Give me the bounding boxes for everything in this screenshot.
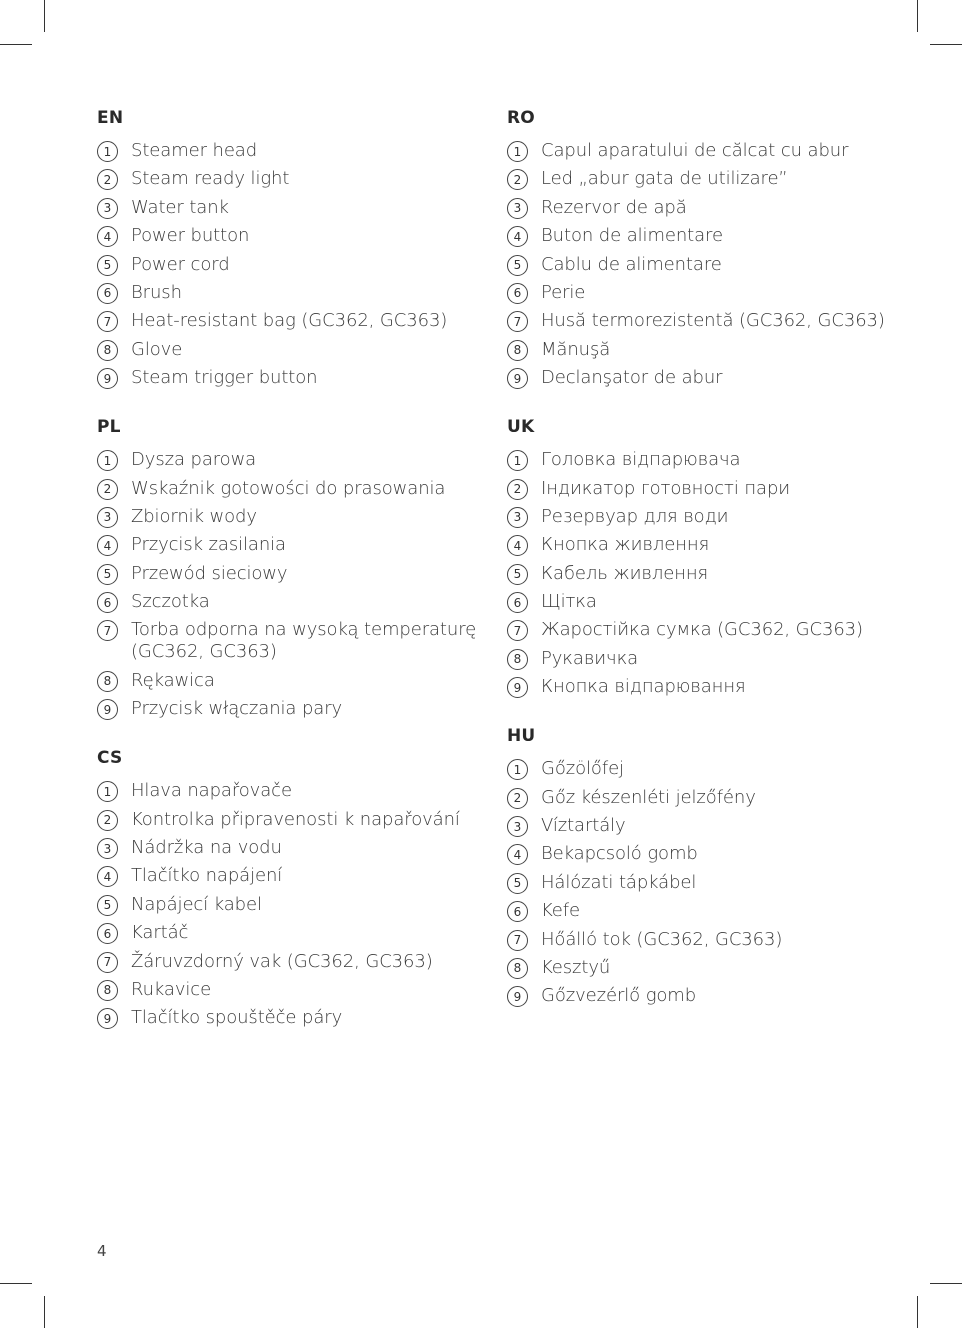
list-item [507,787,907,809]
item-label: Heat-resistant bag (GC362, GC363) [131,310,448,332]
item-label: Steam trigger button [131,367,318,389]
list-item [507,957,907,979]
item-number-circle: 7 [97,311,118,332]
page-number: 4 [97,1242,107,1260]
list-item [97,449,477,471]
item-number-circle: 6 [507,901,528,922]
item-label: Cablu de alimentare [541,253,722,275]
language-code: RO [507,108,535,128]
item-number-circle: 7 [97,620,118,641]
item-label: Щітка [541,591,597,613]
item-label: Przycisk zasilania [131,534,286,556]
item-number-circle: 1 [507,141,528,162]
item-label: Steam ready light [131,168,290,190]
item-number-circle: 3 [507,198,528,219]
list-item [507,563,907,585]
list-item [97,780,477,802]
list-item [507,168,907,190]
list-item [97,197,477,219]
list-item [507,197,907,219]
item-number-circle: 2 [507,788,528,809]
item-label: Кабель живлення [541,562,709,584]
item-number-circle: 6 [507,592,528,613]
list-item [97,339,477,361]
item-label: Przycisk włączania pary [131,698,343,720]
item-number-circle: 8 [97,671,118,692]
crop-mark [930,44,962,45]
item-number-circle: 5 [97,895,118,916]
item-label: Buton de alimentare [541,225,723,247]
item-number-circle: 6 [97,592,118,613]
list-item [507,985,907,1007]
section-uk [507,417,907,698]
language-code: HU [507,726,536,747]
item-number-circle: 9 [507,368,528,389]
crop-mark [44,1296,45,1328]
item-label: Резервуар для води [541,505,729,527]
item-number-circle: 8 [507,958,528,979]
item-label: Power button [131,225,250,247]
language-code: UK [507,417,535,438]
list-item [507,929,907,951]
item-number-circle: 4 [97,866,118,887]
parts-list [97,780,477,1029]
list-item [97,894,477,916]
language-code: PL [97,417,121,438]
list-item [97,367,477,389]
section-pl [97,417,477,720]
item-number-circle: 5 [97,255,118,276]
list-item [97,619,477,663]
list-item [97,951,477,973]
item-label: Gőzvezérlő gomb [541,985,697,1007]
list-item [507,254,907,276]
item-label: Kontrolka připravenosti k napařování [131,808,460,830]
item-label: Glove [131,338,183,360]
list-item [97,506,477,528]
crop-mark [930,1283,962,1284]
item-number-circle: 5 [507,873,528,894]
item-number-circle: 6 [97,283,118,304]
item-number-circle: 5 [507,564,528,585]
item-label: Led „abur gata de utilizare” [541,168,788,190]
crop-mark [44,0,45,32]
item-label: Power cord [131,253,230,275]
right-column [507,108,907,1035]
list-item [97,670,477,692]
item-number-circle: 8 [97,340,118,361]
item-number-circle: 8 [507,649,528,670]
item-label: Žáruvzdorný vak (GC362, GC363) [131,950,433,972]
list-item [507,534,907,556]
item-label: Кнопка відпарювання [541,676,746,698]
left-column [97,108,477,1057]
item-label: Hlava napařovače [131,780,292,802]
list-item [97,478,477,500]
item-label: Індикатор готовності пари [541,477,791,499]
item-number-circle: 3 [97,838,118,859]
list-item [507,449,907,471]
list-item [97,809,477,831]
section-en [97,108,477,389]
item-number-circle: 7 [97,952,118,973]
list-item [97,1007,477,1029]
item-number-circle: 4 [507,535,528,556]
item-label: Dysza parowa [131,449,257,471]
section-cs [97,748,477,1029]
list-item [507,758,907,780]
list-item [507,900,907,922]
item-label: Brush [131,281,182,303]
item-label: Capul aparatului de călcat cu abur [541,140,849,161]
item-label: Zbiornik wody [131,505,257,527]
item-number-circle: 4 [507,226,528,247]
item-label: Szczotka [131,591,210,613]
item-number-circle: 6 [507,283,528,304]
list-item [507,676,907,698]
list-item [507,367,907,389]
list-item [507,506,907,528]
item-number-circle: 1 [97,781,118,802]
list-item [507,225,907,247]
list-item [97,225,477,247]
item-label: Bekapcsoló gomb [541,843,698,865]
item-label: Nádržka na vodu [131,837,282,859]
item-label: Головка відпарювача [541,449,741,471]
parts-list [97,140,477,389]
item-number-circle: 2 [97,169,118,190]
list-item [97,591,477,613]
list-item [97,865,477,887]
item-number-circle: 1 [507,450,528,471]
list-item [507,282,907,304]
item-number-circle: 3 [97,198,118,219]
list-item [507,591,907,613]
item-number-circle: 6 [97,923,118,944]
item-label: Kesztyű [541,956,611,978]
item-label: Hálózati tápkábel [541,871,697,893]
list-item [97,922,477,944]
item-number-circle: 7 [507,311,528,332]
item-label: Kartáč [131,922,189,944]
list-item [507,140,907,162]
list-item [507,815,907,837]
item-number-circle: 8 [507,340,528,361]
crop-mark [0,1283,32,1284]
item-number-circle: 7 [507,930,528,951]
item-number-circle: 8 [97,980,118,1001]
item-number-circle: 3 [507,816,528,837]
item-label: Mănuşă [541,338,611,360]
item-number-circle: 2 [507,169,528,190]
item-label: Gőzölőfej [541,758,624,780]
parts-list [507,758,907,1007]
language-code: CS [97,748,123,769]
item-number-circle: 1 [97,141,118,162]
crop-mark [0,44,32,45]
item-label: Rukavice [131,978,212,1000]
list-item [97,534,477,556]
list-item [97,254,477,276]
parts-list [507,449,907,698]
item-label: Kefe [541,900,580,922]
item-label: Tlačítko spouštěče páry [131,1007,343,1029]
item-label: Кнопка живлення [541,534,710,556]
item-number-circle: 4 [97,226,118,247]
item-number-circle: 3 [507,507,528,528]
list-item [507,478,907,500]
item-number-circle: 5 [507,255,528,276]
item-label: Rezervor de apă [541,196,687,218]
list-item [97,282,477,304]
item-label: Tlačítko napájení [131,865,283,887]
item-label: Жаростійка сумка (GC362, GC363) [541,619,863,641]
item-number-circle: 3 [97,507,118,528]
item-label: Perie [541,281,586,303]
list-item [507,648,907,670]
item-label: Przewód sieciowy [131,562,288,584]
item-number-circle: 2 [97,810,118,831]
item-label: Рукавичка [541,647,639,669]
item-label: Hőálló tok (GC362, GC363) [541,928,783,950]
parts-list [507,140,907,389]
parts-list [97,449,477,720]
item-number-circle: 9 [507,986,528,1007]
item-label: Gőz készenléti jelzőfény [541,786,756,808]
crop-mark [917,0,918,32]
list-item [507,310,907,332]
list-item [97,310,477,332]
list-item [97,979,477,1001]
item-number-circle: 2 [507,479,528,500]
list-item [97,837,477,859]
item-label: Víztartály [541,815,626,837]
item-label: Water tank [131,196,229,218]
list-item [507,339,907,361]
item-number-circle: 4 [507,844,528,865]
language-code: EN [97,108,124,128]
list-item [97,563,477,585]
item-number-circle: 7 [507,620,528,641]
section-hu [507,726,907,1007]
item-label: Wskaźnik gotowości do prasowania [131,477,446,499]
item-number-circle: 1 [507,759,528,780]
item-number-circle: 9 [97,1008,118,1029]
crop-mark [917,1296,918,1328]
item-number-circle: 9 [97,368,118,389]
item-label: Declanşator de abur [541,367,723,389]
item-label: Steamer head [131,140,258,161]
list-item [507,872,907,894]
item-number-circle: 2 [97,479,118,500]
list-item [97,698,477,720]
section-ro [507,108,907,389]
list-item [507,619,907,641]
item-label: Rękawica [131,669,215,691]
item-number-circle: 5 [97,564,118,585]
list-item [97,168,477,190]
item-label: Husă termorezistentă (GC362, GC363) [541,310,885,332]
list-item [507,843,907,865]
item-label: Napájecí kabel [131,893,262,915]
list-item [97,140,477,162]
item-number-circle: 9 [507,677,528,698]
item-number-circle: 4 [97,535,118,556]
item-number-circle: 9 [97,699,118,720]
item-label: Torba odporna na wysoką temperaturę (GC362, GC363) [131,619,477,663]
item-number-circle: 1 [97,450,118,471]
